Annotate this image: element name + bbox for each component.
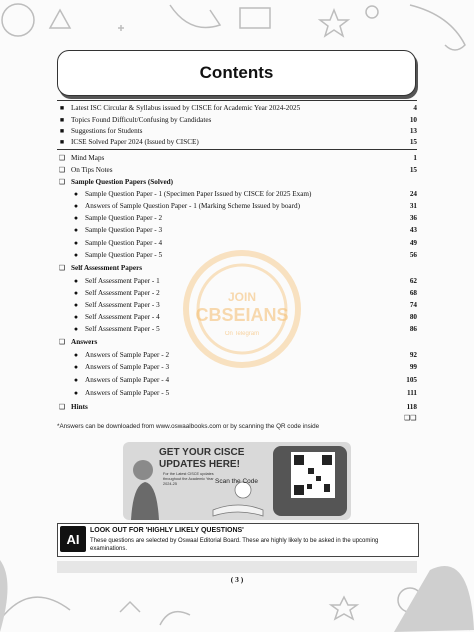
toc-row[interactable]: ● Sample Question Paper - 2 36 [57,212,417,224]
toc-row[interactable]: ● Answers of Sample Paper - 5 111 [57,387,417,399]
bullet-icon: ● [73,226,79,234]
toc-row[interactable]: ● Sample Question Paper - 5 56 [57,249,417,261]
bullet-icon: ● [73,251,79,259]
bullet-icon: ● [73,301,79,309]
bullet-icon: ● [73,313,79,321]
toc-section-heading: ❑ Answers [58,338,98,346]
bullet-icon: ● [73,202,79,210]
toc-row[interactable]: ● Sample Question Paper - 3 43 [57,224,417,236]
divider-middle [57,149,417,150]
square-bullet-icon: ■ [59,104,65,112]
toc-row[interactable]: ● Answers of Sample Paper - 3 99 [57,361,417,373]
hollow-square-icon: ❑ [58,178,66,186]
highly-likely-text: These questions are selected by Oswaal Editorial Board. These are highly likely to be asked in the upcoming examinations. [90,538,379,552]
bullet-icon: ● [73,351,79,359]
watermark-line2: CBSEIANS [195,305,289,325]
toc-row[interactable]: ● Self Assessment Paper - 1 62 [57,275,417,287]
hollow-square-icon: ❑ [58,338,66,346]
ai-icon: AI [60,526,86,552]
contents-title-box [57,50,416,96]
toc-row[interactable]: ■ Suggestions for Students 13 [57,125,417,137]
toc-row[interactable]: ● Answers of Sample Paper - 2 92 [57,349,417,361]
toc-section-heading: ❑ Sample Question Papers (Solved) [58,178,174,186]
square-bullet-icon: ■ [59,138,65,146]
toc-row[interactable]: ● Self Assessment Paper - 3 74 [57,299,417,311]
toc-row[interactable]: ❑ Mind Maps 1 [58,154,417,162]
cisce-updates-banner[interactable] [123,440,351,520]
bullet-icon: ● [73,289,79,297]
square-bullet-icon: ■ [59,127,65,135]
toc-row[interactable]: ● Sample Question Paper - 1 (Specimen Paper Issued by CISCE for 2025 Exam) 24 [57,188,417,200]
bullet-icon: ● [73,363,79,371]
hollow-square-icon: ❑ [58,403,66,411]
toc-row[interactable]: ● Self Assessment Paper - 2 68 [57,287,417,299]
square-bullet-icon: ■ [59,116,65,124]
student-illustration-icon [133,460,153,480]
bullet-icon: ● [73,190,79,198]
toc-row[interactable]: ● Answers of Sample Paper - 4 105 [57,374,417,386]
bullet-icon: ● [73,389,79,397]
highly-likely-box [57,523,419,557]
watermark-line3: On Telegram [224,331,260,337]
banner-small1: For the Latest CISCE updates [163,472,214,476]
toc-row[interactable]: ❑ On Tips Notes 15 [58,166,417,174]
bullet-icon: ● [73,239,79,247]
divider-top [57,100,417,101]
bullet-icon: ● [73,277,79,285]
toc-row[interactable]: ● Answers of Sample Question Paper - 1 (Marking Scheme Issued by board) 31 [57,200,417,212]
page-title: Contents [199,63,274,82]
bullet-icon: ● [73,376,79,384]
toc-row[interactable]: ■ ICSE Solved Paper 2024 (Issued by CISCE) 15 [57,136,417,148]
bullet-icon: ● [73,325,79,333]
banner-line2: UPDATES HERE! [159,459,240,470]
toc-row[interactable]: ❑ Hints 118 [58,403,417,411]
toc-row[interactable]: ● Sample Question Paper - 4 49 [57,237,417,249]
answers-download-note: *Answers can be downloaded from www.oswaalbooks.com or by scanning the QR code inside [57,423,320,430]
banner-cta[interactable]: Scan the Code [215,478,259,485]
highly-likely-heading: LOOK OUT FOR 'HIGHLY LIKELY QUESTIONS' [90,527,244,534]
hollow-square-icon: ❑ [58,166,66,174]
bullet-icon: ● [73,214,79,222]
watermark-line1: JOIN [227,290,257,304]
hollow-square-icon: ❑ [58,154,66,162]
toc-section-heading: ❑ Self Assessment Papers [58,264,143,272]
hollow-square-icon: ❑ [58,264,66,272]
toc-row[interactable]: ■ Topics Found Difficult/Confusing by Candidates 10 [57,114,417,126]
toc-row[interactable]: ● Self Assessment Paper - 5 86 [57,323,417,335]
banner-line1: GET YOUR CISCE [159,447,245,458]
toc-row[interactable]: ● Self Assessment Paper - 4 80 [57,311,417,323]
banner-small2: throughout the Academic Year [163,477,214,481]
banner-small3: 2024-25 [163,482,177,486]
footer-bar [57,561,417,573]
end-marker-icon: ❑❑ [404,414,417,422]
toc-row[interactable]: ■ Latest ISC Circular & Syllabus issued by CISCE for Academic Year 2024-2025 4 [57,102,417,114]
page-number: ( 3 ) [230,575,244,584]
